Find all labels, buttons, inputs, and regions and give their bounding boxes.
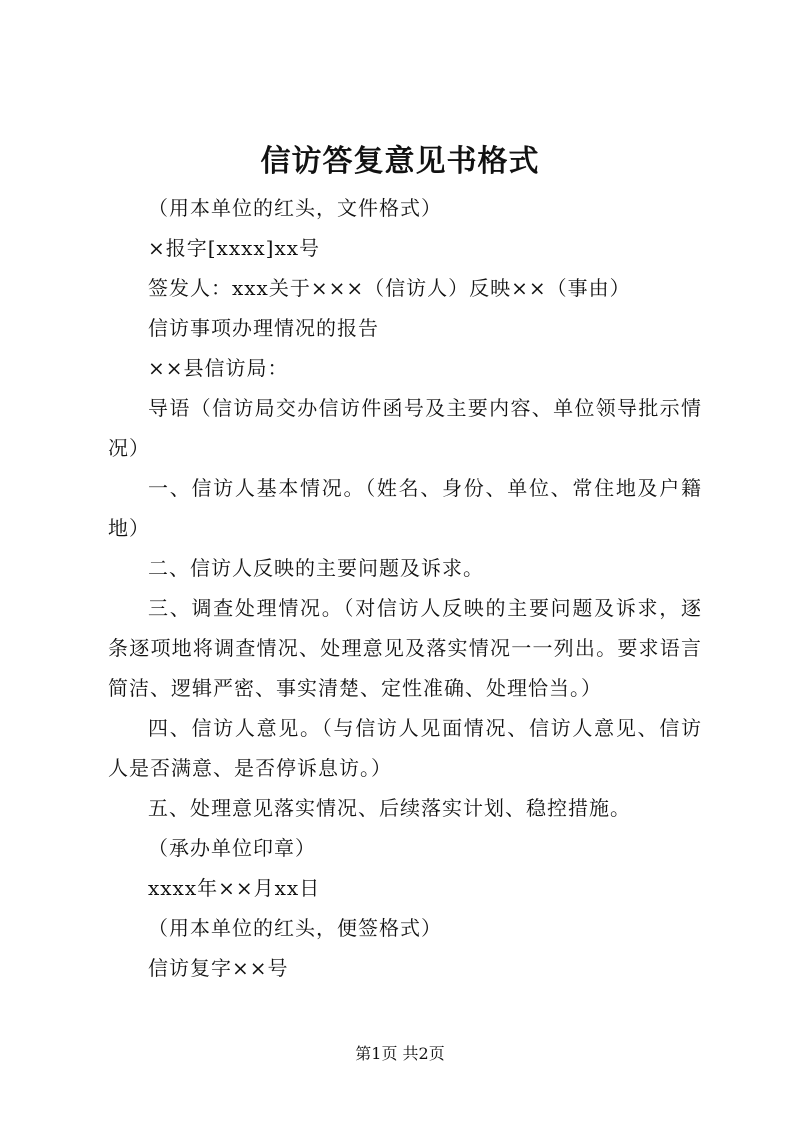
paragraph-section-four: 四、信访人意见。（与信访人见面情况、信访人意见、信访人是否满意、是否停诉息访。） <box>108 716 702 780</box>
paragraph-report-title: 信访事项办理情况的报告 <box>148 316 379 340</box>
paragraph-addressee: ××县信访局： <box>148 356 289 380</box>
paragraph-introduction: 导语（信访局交办信访件函号及主要内容、单位领导批示情况） <box>108 396 702 460</box>
document-title: 信访答复意见书格式 <box>260 144 540 179</box>
paragraph-seal-note: （承办单位印章） <box>148 836 316 860</box>
paragraph-letterhead-note: （用本单位的红头，文件格式） <box>148 196 442 220</box>
paragraph-section-three: 三、调查处理情况。（对信访人反映的主要问题及诉求，逐条逐项地将调查情况、处理意见及落实情况一一列出。要求语言简洁、逻辑严密、事实清楚、定性准确、处理恰当。） <box>108 596 702 700</box>
paragraph-section-one: 一、信访人基本情况。（姓名、身份、单位、常住地及户籍地） <box>108 476 702 540</box>
document-body <box>108 188 702 988</box>
paragraph-reply-number: 信访复字××号 <box>148 956 289 980</box>
page-number-footer: 第1页 共2页 <box>355 1044 445 1063</box>
paragraph-memo-note: （用本单位的红头，便签格式） <box>148 916 442 940</box>
paragraph-section-two: 二、信访人反映的主要问题及诉求。 <box>148 556 484 580</box>
paragraph-section-five: 五、处理意见落实情况、后续落实计划、稳控措施。 <box>148 796 631 820</box>
paragraph-date: xxxx年××月xx日 <box>148 876 321 900</box>
paragraph-document-number: ×报字[xxxx]xx号 <box>148 236 321 260</box>
paragraph-signer-subject: 签发人：xxx关于×××（信访人）反映××（事由） <box>148 276 631 300</box>
